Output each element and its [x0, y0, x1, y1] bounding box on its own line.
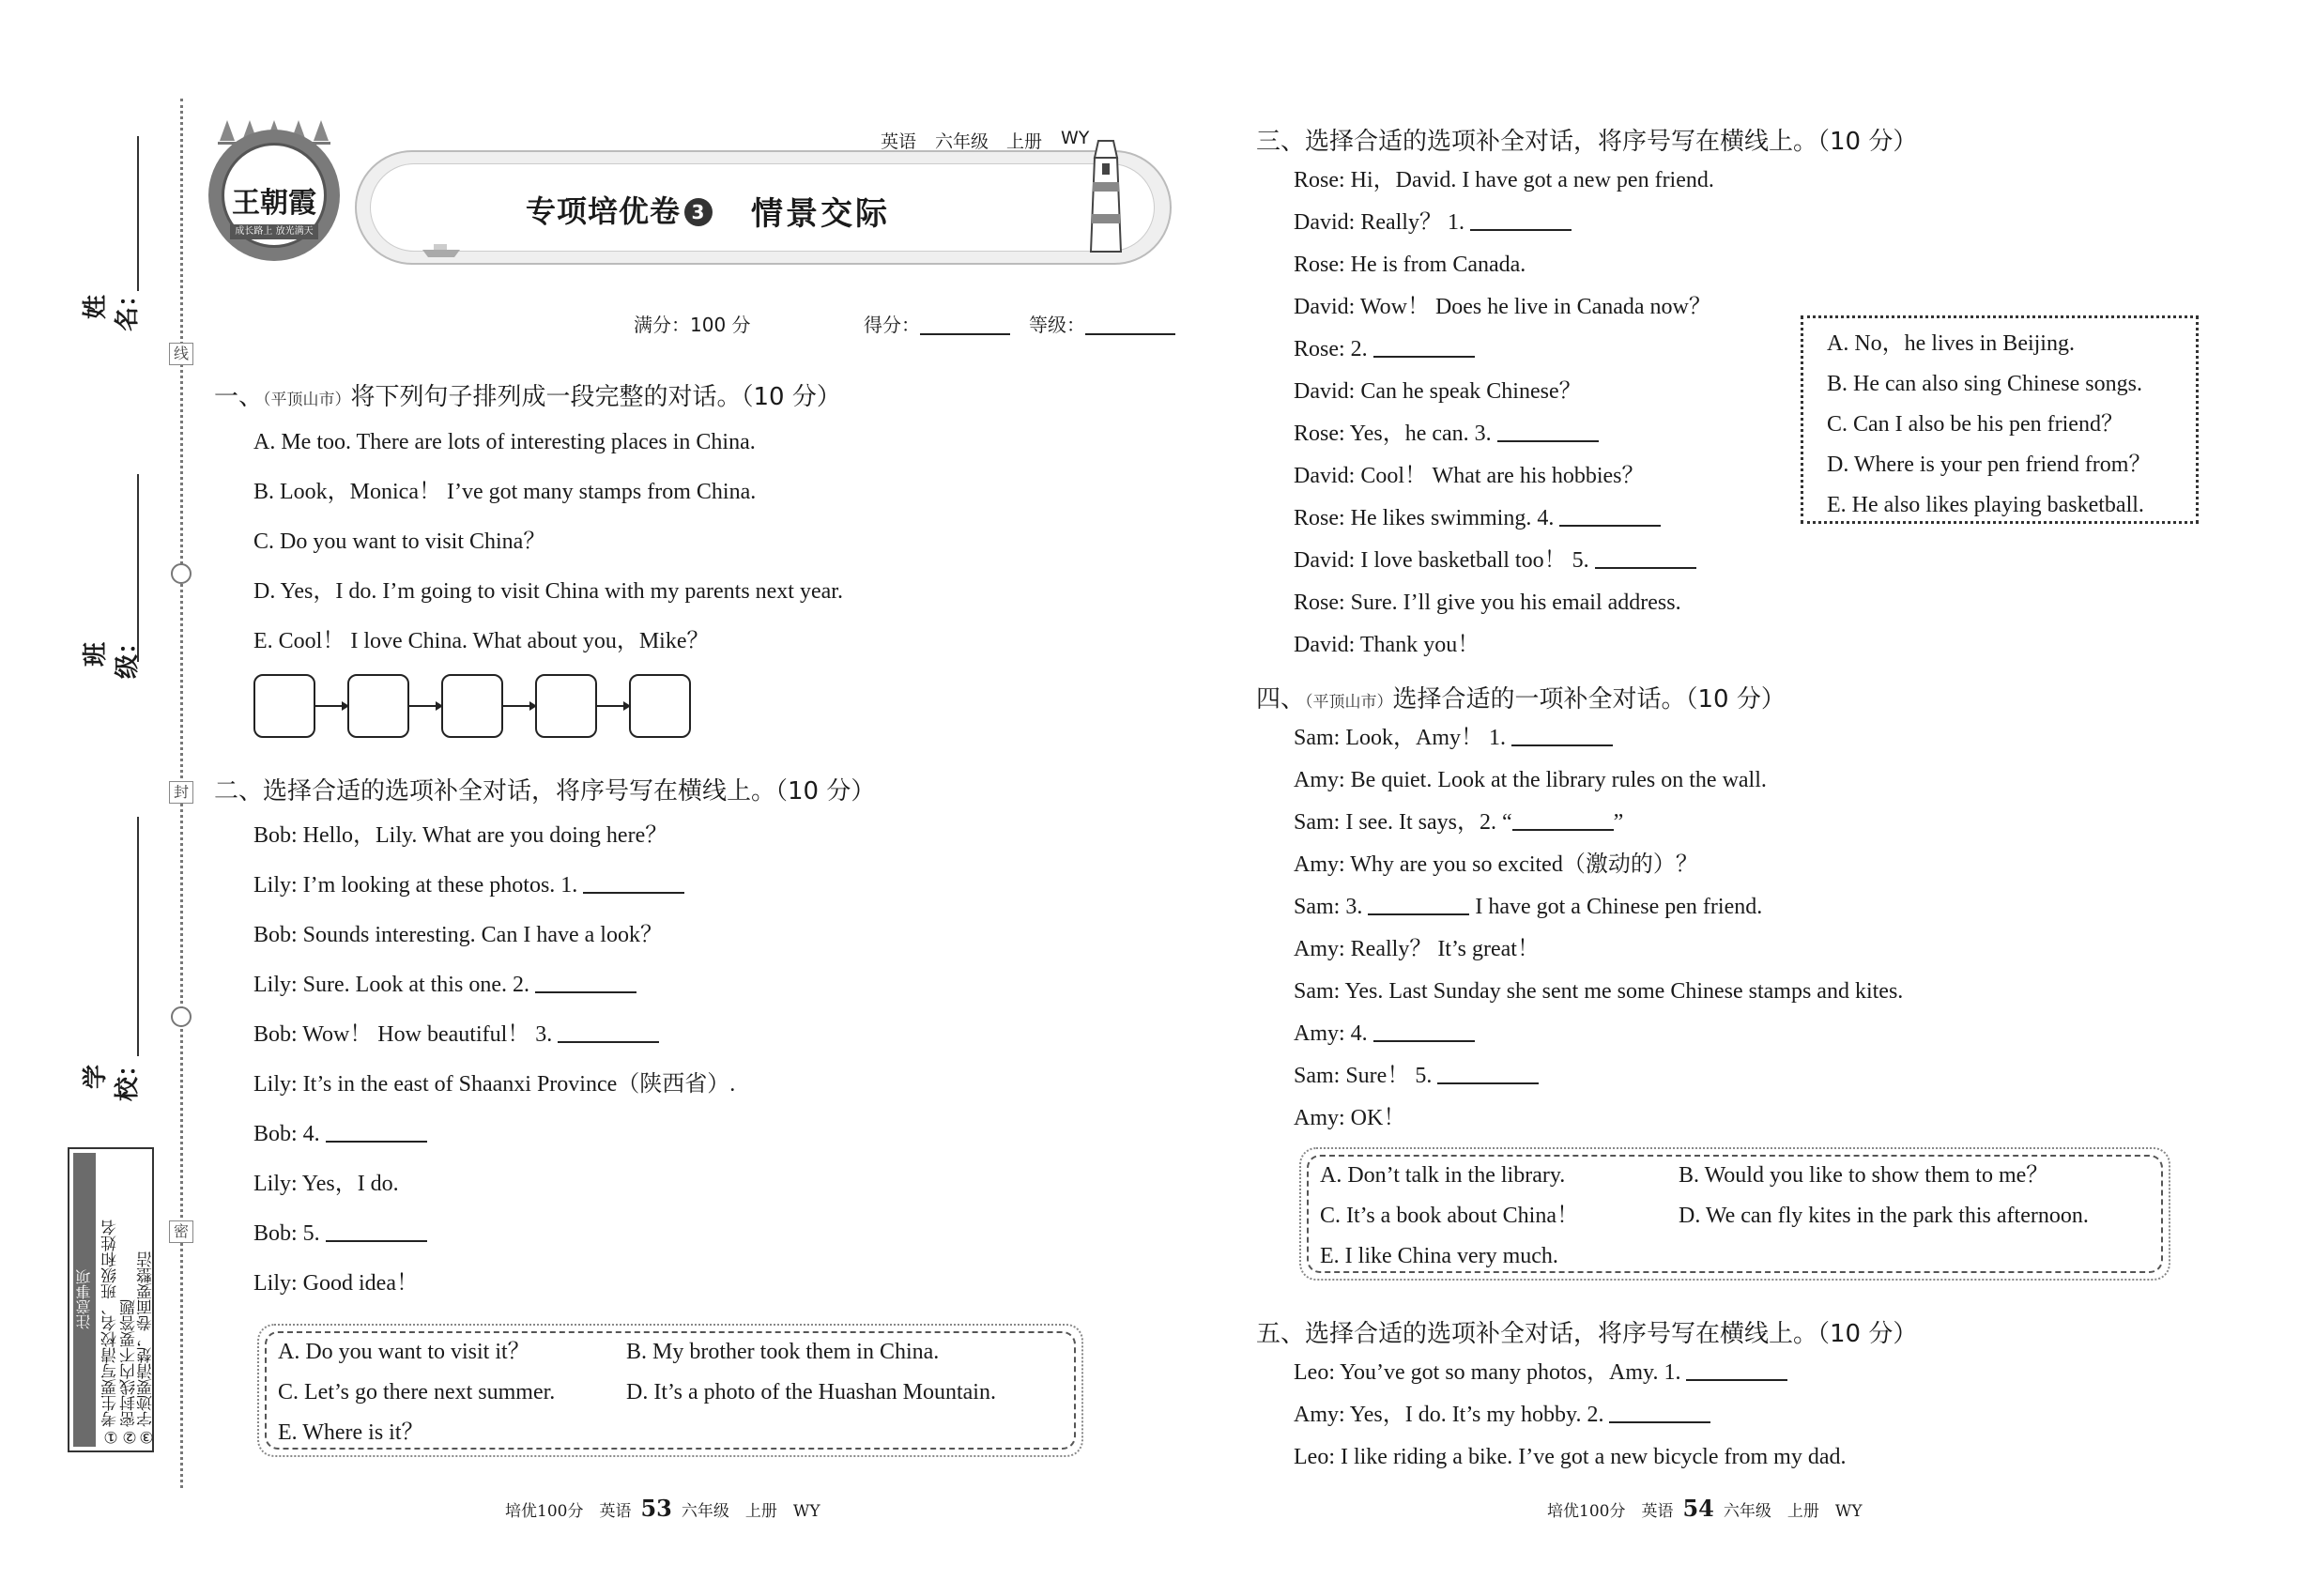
- dialogue-line: Amy: Yes，I do. It’s my hobby. 2.: [1294, 1402, 1710, 1428]
- dialogue-line: Leo: I like riding a bike. I’ve got a new bicycle from my dad.: [1294, 1445, 1847, 1469]
- school-label: 学 校：: [82, 1052, 142, 1102]
- dialogue-line: Lily: Good idea！: [253, 1271, 419, 1296]
- score-label: 得分：: [864, 314, 920, 336]
- section3-heading: 三、选择合适的选项补全对话，将序号写在横线上。（10 分）: [1256, 128, 1918, 156]
- answer-blank[interactable]: [1609, 1404, 1710, 1423]
- page-title: [526, 188, 716, 231]
- option-item: A. No，he lives in Beijing.: [1827, 331, 2075, 356]
- option-item: E. He also likes playing basketball.: [1827, 493, 2144, 517]
- ship-icon: [422, 244, 460, 257]
- answer-blank[interactable]: [326, 1223, 427, 1242]
- dialogue-line: Bob: 5.: [253, 1220, 427, 1247]
- section5-heading: 五、选择合适的选项补全对话，将序号写在横线上。（10 分）: [1256, 1320, 1918, 1348]
- page-number: 53: [640, 1495, 672, 1522]
- dialogue-line: Bob: Hello，Lily. What are you doing here？: [253, 823, 668, 848]
- dialogue-line: Sam: Yes. Last Sunday she sent me some Chinese stamps and kites.: [1294, 979, 1904, 1004]
- section1-item: C. Do you want to visit China？: [253, 529, 546, 554]
- meta-grade: 六年级: [935, 131, 989, 152]
- dialogue-line: Rose: He is from Canada.: [1294, 253, 1526, 277]
- option-item: A. Don’t talk in the library.: [1320, 1163, 1566, 1188]
- answer-blank[interactable]: [535, 974, 636, 993]
- dialogue-line: David: Cool！ What are his hobbies？: [1294, 464, 1645, 488]
- option-item: E. I like China very much.: [1320, 1244, 1558, 1268]
- meta-edition: WY: [1061, 128, 1090, 148]
- option-item: B. He can also sing Chinese songs.: [1827, 372, 2142, 396]
- answer-blank[interactable]: [1373, 1023, 1475, 1042]
- page-number: 54: [1682, 1495, 1714, 1522]
- dialogue-line: David: I love basketball too！ 5.: [1294, 547, 1696, 574]
- arrow-right-icon: [315, 705, 347, 707]
- footer-right: 培优100分 英语 54 六年级 上册 WY: [1547, 1495, 1863, 1522]
- dialogue-line: Rose: Hi，David. I have got a new pen friend.: [1294, 168, 1714, 192]
- answer-blank[interactable]: [1373, 339, 1475, 358]
- binding-hole-icon: [171, 1006, 192, 1027]
- score-field[interactable]: [864, 310, 1010, 337]
- answer-blank[interactable]: [558, 1024, 659, 1043]
- notice-item: ③字迹要清楚，卷面要整洁: [137, 1251, 156, 1446]
- section1-item: B. Look，Monica！ I’ve got many stamps from China.: [253, 480, 757, 504]
- section1-item: A. Me too. There are lots of interesting places in China.: [253, 430, 756, 454]
- notice-box: [68, 1147, 154, 1452]
- dialogue-line: Lily: Yes，I do.: [253, 1172, 399, 1196]
- order-answer-box[interactable]: [629, 674, 691, 738]
- dialogue-line: Amy: Really？ It’s great！: [1294, 937, 1540, 961]
- answer-blank[interactable]: [1559, 508, 1661, 527]
- dialogue-line: Lily: It’s in the east of Shaanxi Province（陕西省）.: [253, 1072, 736, 1097]
- grade-field[interactable]: [1029, 310, 1175, 337]
- logo-slogan: 成长路上 放光满天: [235, 226, 314, 237]
- option-item: D. We can fly kites in the park this afternoon.: [1679, 1204, 2089, 1228]
- dialogue-line: Bob: Wow！ How beautiful！ 3.: [253, 1021, 659, 1048]
- dialogue-line: David: Thank you！: [1294, 633, 1480, 657]
- section1-heading: 一、（平顶山市）将下列句子排列成一段完整的对话。（10 分）: [214, 383, 841, 411]
- section2-heading: 二、选择合适的选项补全对话，将序号写在横线上。（10 分）: [214, 777, 876, 806]
- dialogue-line: Rose: Sure. I’ll give you his email address.: [1294, 591, 1681, 615]
- arrow-right-icon: [409, 705, 441, 707]
- dialogue-line: Lily: I’m looking at these photos. 1.: [253, 872, 684, 898]
- option-item: E. Where is it？: [278, 1420, 424, 1445]
- full-score: 满分：100 分: [634, 314, 751, 336]
- lighthouse-icon: [1085, 131, 1127, 253]
- answer-blank[interactable]: [1470, 212, 1572, 231]
- class-label: 班 级：: [82, 630, 142, 680]
- dialogue-line: Sam: Sure！ 5.: [1294, 1063, 1539, 1089]
- option-item: C. It’s a book about China！: [1320, 1204, 1579, 1228]
- option-item: A. Do you want to visit it？: [278, 1340, 530, 1364]
- name-label: 姓 名：: [82, 283, 142, 332]
- answer-blank[interactable]: [1511, 728, 1613, 746]
- dialogue-line: Rose: He likes swimming. 4.: [1294, 505, 1661, 531]
- option-item: B. My brother took them in China.: [626, 1340, 940, 1364]
- dialogue-line: Bob: 4.: [253, 1121, 427, 1147]
- dialogue-line: David: Can he speak Chinese？: [1294, 379, 1582, 404]
- dialogue-line: Bob: Sounds interesting. Can I have a look？: [253, 923, 663, 947]
- binding-word-seal: 封: [169, 781, 193, 804]
- order-answer-box[interactable]: [441, 674, 503, 738]
- section4-heading: 四、（平顶山市）选择合适的一项补全对话。（10 分）: [1256, 685, 1786, 714]
- order-answer-box[interactable]: [253, 674, 315, 738]
- page-subtitle: 情景交际: [751, 195, 890, 233]
- dialogue-line: Rose: 2.: [1294, 336, 1475, 362]
- logo-text: 王朝霞: [232, 187, 316, 220]
- binding-word-line: 线: [169, 343, 193, 365]
- dialogue-line: Sam: I see. It says，2. “ ”: [1294, 810, 1624, 835]
- option-item: D. It’s a photo of the Huashan Mountain.: [626, 1380, 996, 1404]
- option-item: D. Where is your pen friend from？: [1827, 453, 2152, 477]
- option-item: B. Would you like to show them to me？: [1679, 1163, 2049, 1188]
- option-item: C. Let’s go there next summer.: [278, 1380, 556, 1404]
- notice-item: ②密封线内不要答题: [120, 1299, 139, 1446]
- arrow-right-icon: [597, 705, 629, 707]
- binding-word-secret: 密: [169, 1220, 193, 1243]
- answer-blank[interactable]: [583, 875, 684, 894]
- dialogue-line: Sam: 3. I have got a Chinese pen friend.: [1294, 895, 1763, 919]
- answer-blank[interactable]: [1437, 1066, 1539, 1084]
- school-write-line[interactable]: [137, 817, 139, 1056]
- notice-item: ①考生要写清校名、班级和姓名: [101, 1220, 120, 1446]
- title-number: 3: [684, 198, 713, 226]
- answer-blank[interactable]: [1595, 550, 1696, 569]
- order-answer-box[interactable]: [535, 674, 597, 738]
- dialogue-line: Lily: Sure. Look at this one. 2.: [253, 972, 636, 998]
- answer-blank[interactable]: [1368, 897, 1469, 915]
- order-answer-box[interactable]: [347, 674, 409, 738]
- arrow-right-icon: [503, 705, 535, 707]
- footer-left: 培优100分 英语 53 六年级 上册 WY: [505, 1495, 820, 1522]
- dialogue-line: Sam: Look，Amy！ 1.: [1294, 725, 1613, 751]
- name-write-line[interactable]: [137, 136, 139, 291]
- dialogue-line: Amy: 4.: [1294, 1021, 1475, 1047]
- logo-ribbon: [230, 224, 318, 239]
- answer-blank[interactable]: [1497, 423, 1599, 442]
- answer-blank[interactable]: [1512, 812, 1614, 831]
- brand-logo: [208, 130, 340, 261]
- meta-subject: 英语: [881, 131, 917, 152]
- section1-item: E. Cool！ I love China. What about you，Mike？: [253, 629, 710, 653]
- dialogue-line: Amy: Why are you so excited（激动的）？: [1294, 852, 1698, 877]
- option-item: C. Can I also be his pen friend？: [1827, 412, 2124, 437]
- answer-blank[interactable]: [326, 1124, 427, 1143]
- dialogue-line: Amy: OK！: [1294, 1106, 1406, 1130]
- dialogue-line: David: Wow！ Does he live in Canada now？: [1294, 295, 1711, 319]
- answer-blank[interactable]: [1686, 1362, 1787, 1381]
- dialogue-line: David: Really？ 1.: [1294, 209, 1572, 236]
- dialogue-line: Amy: Be quiet. Look at the library rules on the wall.: [1294, 768, 1767, 792]
- binding-hole-icon: [171, 563, 192, 584]
- title-text: 专项培优卷: [526, 193, 682, 229]
- meta-term: 上册: [1006, 131, 1043, 152]
- dialogue-line: Leo: You’ve got so many photos，Amy. 1.: [1294, 1359, 1787, 1386]
- section1-item: D. Yes，I do. I’m going to visit China with my parents next year.: [253, 579, 843, 604]
- dialogue-line: Rose: Yes，he can. 3.: [1294, 421, 1599, 447]
- grade-label: 等级：: [1029, 314, 1085, 336]
- notice-title: 注意事项: [73, 1153, 96, 1447]
